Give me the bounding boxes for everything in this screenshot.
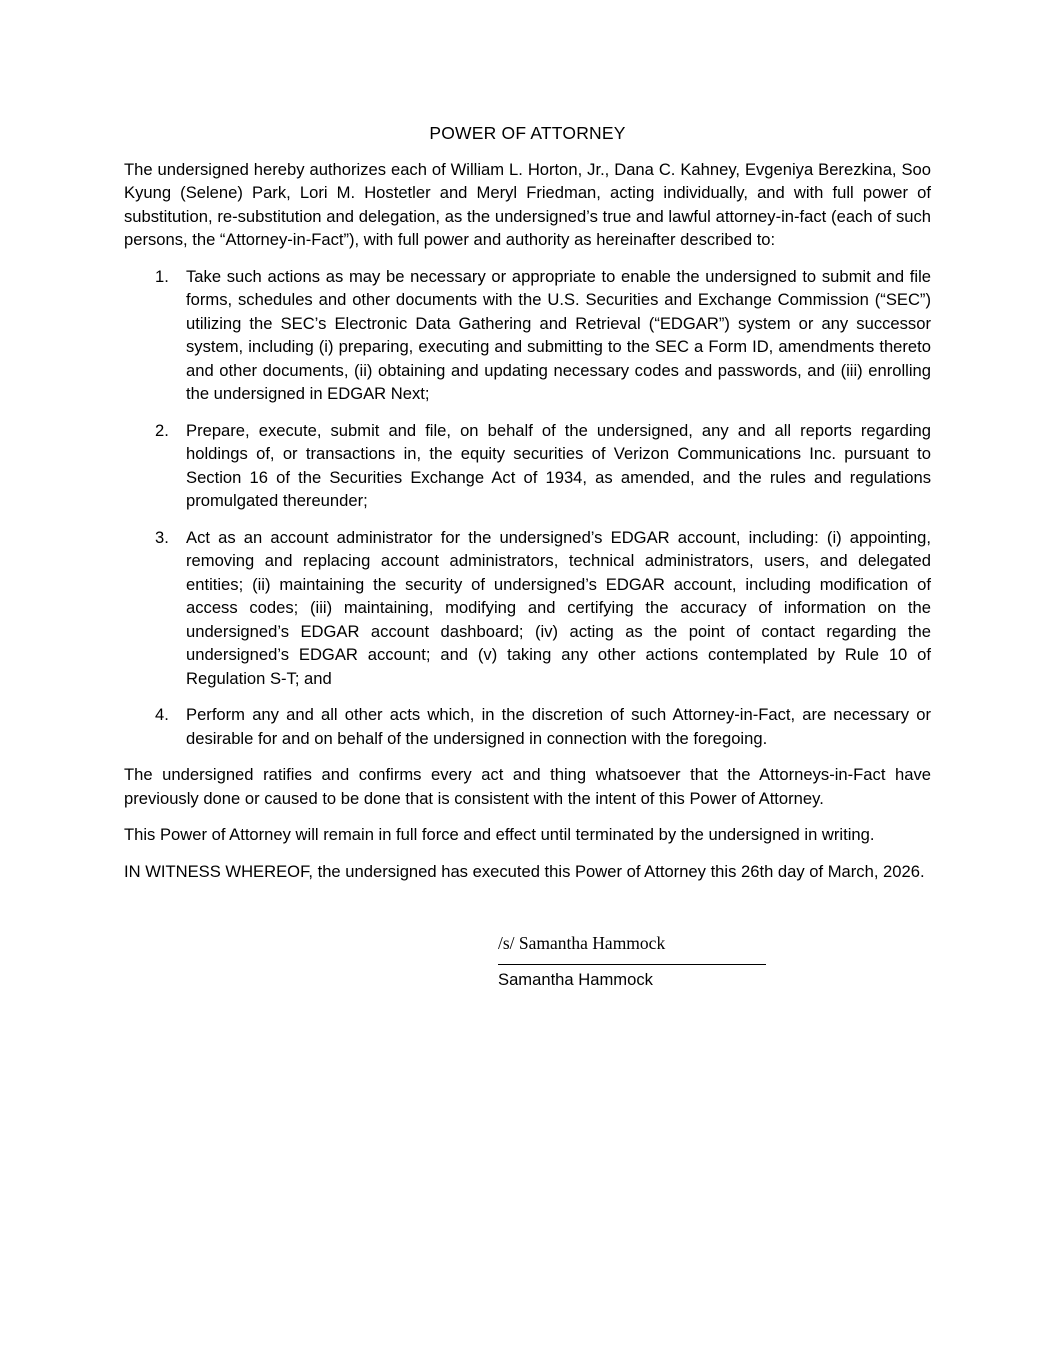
- list-item-number: 2.: [155, 420, 169, 440]
- list-item-text: Take such actions as may be necessary or appropriate to enable the undersigned to submit and file forms, schedules and other documents with the U.S. Securities and Exchange Commission (“SEC”) utilizing the SEC’s Electronic Data Gathering and Retrieval (“EDGAR”) system or any successor system, including (i) preparing, executing and submitting to the SEC a Form ID, amendments thereto and other documents, (ii) obtaining and updating necessary codes and passwords, and (iii) enrolling the undersigned in EDGAR Next;: [186, 266, 931, 403]
- list-item-text: Perform any and all other acts which, in the discretion of such Attorney-in-Fact, are necessary or desirable for and on behalf of the undersigned in connection with the foregoing.: [186, 705, 931, 748]
- document-body: [124, 122, 931, 896]
- list-item: [124, 265, 931, 406]
- duration-paragraph: This Power of Attorney will remain in full force and effect until terminated by the undersigned in writing.: [124, 825, 875, 844]
- signature-line: [498, 964, 766, 965]
- list-item: [124, 703, 931, 750]
- list-item-text: Act as an account administrator for the undersigned’s EDGAR account, including: (i) appointing, removing and replacing account administrators, technical administrators, users, and delegated entities; (ii) maintaining the security of undersigned’s EDGAR account, including modification of access codes; (iii) maintaining, modifying and certifying the accuracy of information on the undersigned’s EDGAR account dashboard; (iv) acting as the point of contact regarding the undersigned’s EDGAR account; and (v) taking any other actions contemplated by Rule 10 of Regulation S-T; and: [186, 527, 931, 688]
- intro-paragraph: The undersigned hereby authorizes each of William L. Horton, Jr., Dana C. Kahney, Evgeniya Berezkina, Soo Kyung (Selene) Park, Lori M. Hostetler and Meryl Friedman, acting individually, and with full power of substitution, re-substitution and delegation, as the undersigned’s true and lawful attorney-in-fact (each of such persons, the “Attorney-in-Fact”), with full power and authority as hereinafter described to:: [124, 159, 931, 249]
- ratification-paragraph: The undersigned ratifies and confirms every act and thing whatsoever that the Attorneys-in-Fact have previously done or caused to be done that is consistent with the intent of this Power of Attorney.: [124, 765, 931, 808]
- list-item-number: 1.: [155, 266, 169, 286]
- list-item-text: Prepare, execute, submit and file, on behalf of the undersigned, any and all reports regarding holdings of, or transactions in, the equity securities of Verizon Communications Inc. pursuant to Section 16 of the Securities Exchange Act of 1934, as amended, and the rules and regulations promulgated thereunder;: [186, 420, 931, 510]
- list-item-number: 3.: [155, 527, 169, 547]
- electronic-signature: /s/ Samantha Hammock: [498, 933, 666, 953]
- list-item-number: 4.: [155, 705, 169, 724]
- powers-list: [124, 265, 931, 751]
- signatory-name: Samantha Hammock: [498, 970, 653, 989]
- list-item: [124, 526, 931, 691]
- document-title: POWER OF ATTORNEY: [429, 123, 626, 143]
- list-item: [124, 419, 931, 513]
- witness-paragraph: IN WITNESS WHEREOF, the undersigned has executed this Power of Attorney this 26th day of March, 2026.: [124, 861, 925, 881]
- signature-block: [498, 932, 766, 992]
